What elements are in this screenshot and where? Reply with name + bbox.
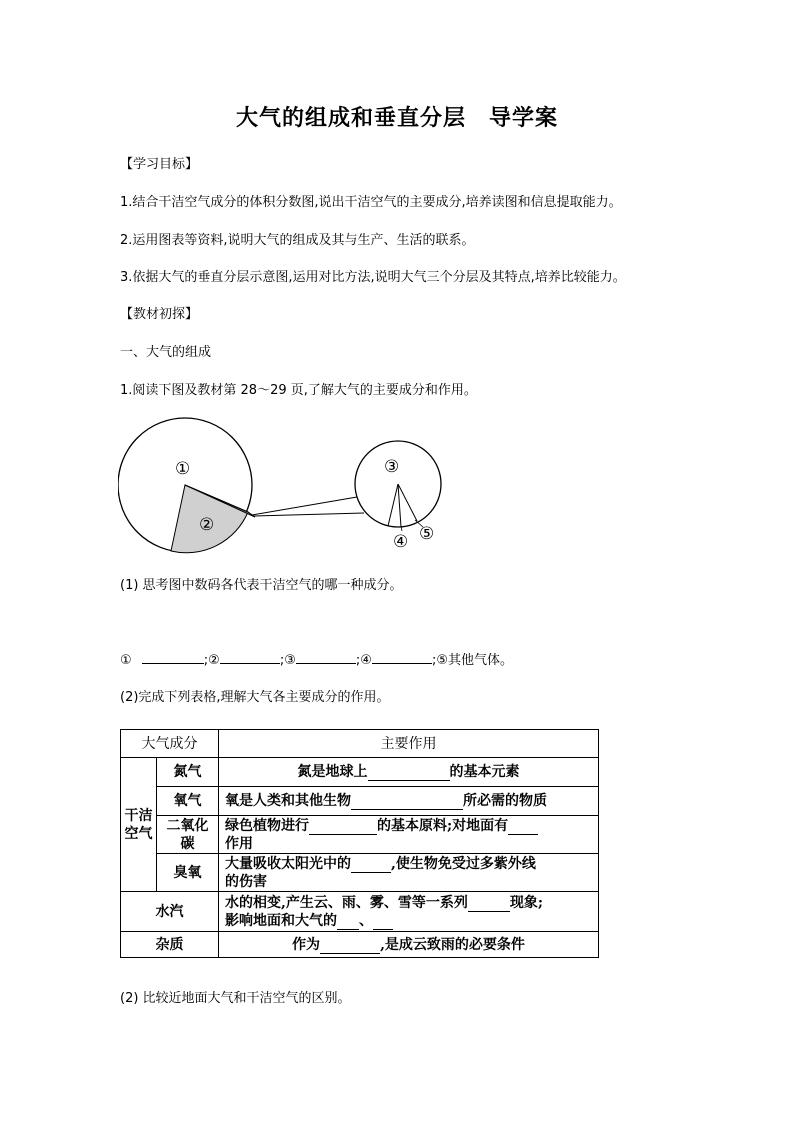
label-3: ③ (384, 457, 400, 477)
cell-text: 影响地面和大气的 (225, 912, 337, 929)
cell-text: 现象; (509, 894, 544, 911)
answer-blank-2[interactable] (220, 651, 280, 664)
component-o3: 臭氧 (157, 854, 219, 892)
group-dry-air: 干洁 空气 (121, 758, 157, 892)
goals-heading: 【学习目标】 (120, 157, 199, 172)
cell-text: 氧是人类和其他生物 (225, 793, 351, 809)
component-co2: 二氧化 碳 (157, 816, 219, 854)
cell-text: 大量吸收太阳光中的 (225, 855, 351, 872)
table-row (121, 816, 599, 854)
blank-n2[interactable] (368, 766, 450, 781)
table-row (121, 758, 599, 787)
function-water (219, 892, 599, 932)
blank-water-1[interactable] (468, 897, 510, 912)
blank-co2-2[interactable] (508, 820, 538, 835)
connector-line-top (252, 497, 357, 515)
function-n2 (219, 758, 599, 787)
table-row (121, 932, 599, 958)
table-row (121, 787, 599, 816)
function-o2 (219, 787, 599, 816)
question-1-prompt: (1) 思考图中数码各代表干洁空气的哪一种成分。 (120, 578, 403, 593)
table-row (121, 854, 599, 892)
cell-text: ,是成云致雨的必要条件 (380, 936, 525, 953)
marker-2: ;② (203, 653, 220, 668)
cell-text: 所必需的物质 (463, 793, 547, 809)
air-composition-pie-diagram (118, 410, 458, 560)
task-1-text: 1.阅读下图及教材第 28～29 页,了解大气的主要成分和作用。 (120, 383, 477, 398)
blank-water-3[interactable] (373, 915, 393, 930)
cell-text: 氮是地球上 (297, 764, 368, 780)
marker-4: ;④ (355, 653, 372, 668)
marker-5-other-gases: ;⑤其他气体。 (431, 653, 513, 668)
cell-text: ,使生物免受过多紫外线 (391, 855, 536, 872)
component-o2: 氧气 (157, 787, 219, 816)
cell-text: 绿色植物进行 (225, 817, 309, 834)
header-function: 主要作用 (219, 730, 599, 758)
question-2-prompt: (2)完成下列表格,理解大气各主要成分的作用。 (120, 690, 390, 705)
marker-1: ① (120, 653, 132, 668)
question-1-blanks (120, 649, 513, 668)
blank-water-2[interactable] (337, 915, 359, 930)
header-component: 大气成分 (121, 730, 219, 758)
marker-3: ;③ (279, 653, 296, 668)
answer-blank-1[interactable] (142, 651, 204, 664)
table-row (121, 892, 599, 932)
label-4: ④ (393, 532, 409, 552)
goal-item-1: 1.结合干洁空气成分的体积分数图,说出干洁空气的主要成分,培养读图和信息提取能力。 (120, 195, 622, 210)
atmosphere-components-table (120, 729, 599, 958)
cell-text: 作为 (292, 936, 321, 953)
section-heading: 一、大气的组成 (120, 345, 212, 360)
blank-impurity[interactable] (320, 939, 380, 954)
blank-o3[interactable] (351, 858, 391, 873)
cell-text: 水的相变,产生云、雨、雾、雪等一系列 (225, 894, 468, 911)
answer-blank-4[interactable] (372, 651, 432, 664)
function-impurity (219, 932, 599, 958)
goal-item-3: 3.依据大气的垂直分层示意图,运用对比方法,说明大气三个分层及其特点,培养比较能力。 (120, 270, 626, 285)
function-o3 (219, 854, 599, 892)
connector-line-bottom (252, 513, 364, 516)
page-title: 大气的组成和垂直分层 导学案 (235, 105, 558, 131)
cell-text: 的伤害 (225, 873, 267, 890)
function-co2 (219, 816, 599, 854)
label-1: ① (175, 459, 191, 479)
cell-text: 作用 (225, 835, 253, 852)
table-header-row (121, 730, 599, 758)
component-impurity: 杂质 (121, 932, 219, 958)
cell-text: 、 (359, 912, 373, 929)
question-3-prompt: (2) 比较近地面大气和干洁空气的区别。 (120, 991, 351, 1006)
blank-co2-1[interactable] (309, 820, 377, 835)
explore-heading: 【教材初探】 (120, 307, 199, 322)
blank-o2[interactable] (351, 795, 463, 810)
label-5: ⑤ (419, 524, 435, 544)
component-water: 水汽 (121, 892, 219, 932)
cell-text: 的基本原料;对地面有 (377, 817, 509, 834)
label-2: ② (199, 515, 215, 535)
cell-text: 的基本元素 (449, 764, 520, 780)
goal-item-2: 2.运用图表等资料,说明大气的组成及其与生产、生活的联系。 (120, 233, 475, 248)
answer-blank-3[interactable] (296, 651, 356, 664)
component-n2: 氮气 (157, 758, 219, 787)
